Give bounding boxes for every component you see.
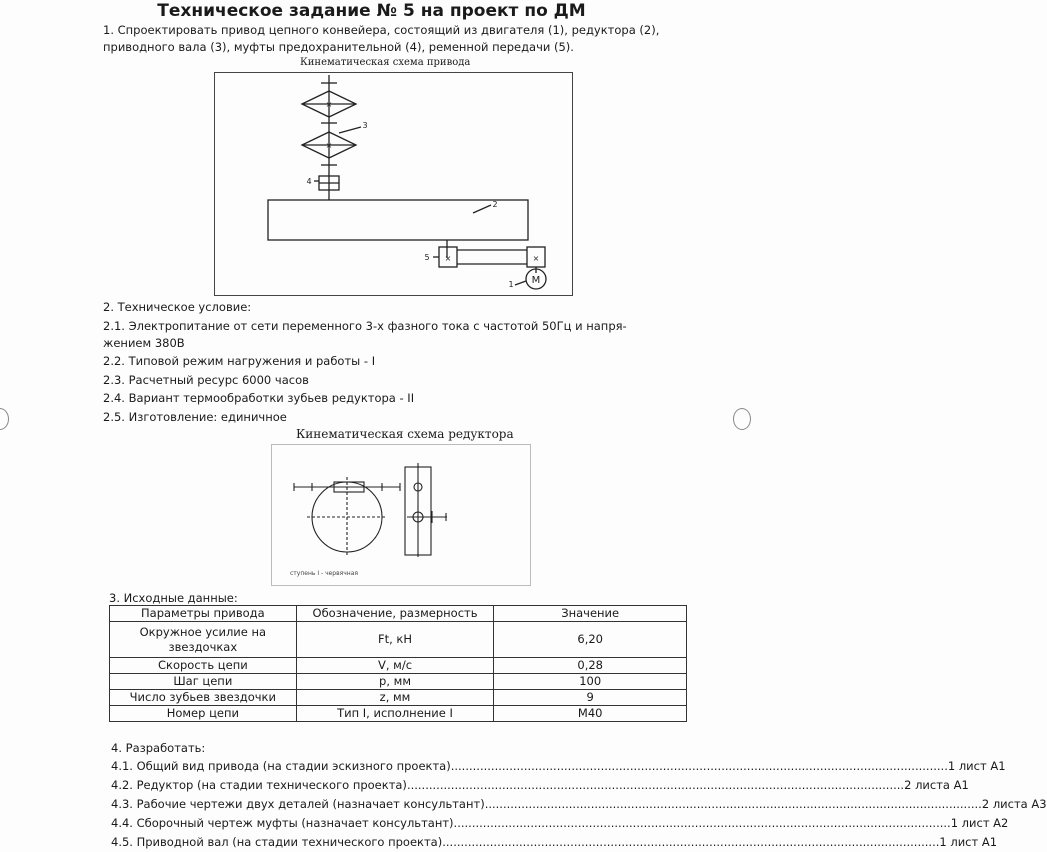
leader-dots: ........................................................................................................................................: [450, 759, 948, 773]
table-row: [110, 622, 687, 658]
punch-hole: [0, 408, 9, 430]
task-line-2: приводного вала (3), муфты предохранительной (4), ременной передачи (5).: [103, 40, 574, 54]
motor-symbol: M: [531, 275, 541, 286]
list-item: [111, 795, 1047, 814]
table-header-row: [110, 606, 687, 622]
table-row: [110, 690, 687, 706]
header-cell: Параметры привода: [110, 606, 297, 622]
condition-2-1b: жением 380В: [103, 336, 185, 350]
list-item: [111, 757, 1006, 776]
value-cell: М40: [494, 706, 687, 722]
item-text: 4.1. Общий вид привода (на стадии эскизного проекта): [111, 759, 451, 773]
param-text-b: звездочках: [168, 639, 238, 654]
label-1: 1: [508, 280, 514, 289]
item-text: 4.3. Рабочие чертежи двух деталей (назначает консультант): [111, 797, 485, 811]
develop-list: [111, 757, 1047, 852]
condition-2-2: 2.2. Типовой режим нагружения и работы - I: [103, 354, 376, 368]
param-text-a: Окружное усилие на: [139, 624, 267, 639]
x-mark: ×: [325, 100, 333, 109]
list-item: [111, 814, 1009, 833]
item-sheets: 1 лист А1: [939, 835, 998, 849]
condition-2-5: 2.5. Изготовление: единичное: [103, 410, 287, 424]
x-mark: ×: [444, 254, 452, 263]
task-line-1: 1. Спроектировать привод цепного конвейера, состоящий из двигателя (1), редуктора (2),: [103, 23, 660, 37]
condition-2-3: 2.3. Расчетный ресурс 6000 часов: [103, 373, 309, 387]
param-cell: Число зубьев звездочки: [110, 690, 297, 706]
punch-hole: [733, 408, 751, 430]
symbol-cell: Ft, кН: [296, 622, 494, 658]
develop-heading: 4. Разработать:: [111, 741, 206, 755]
reducer-scheme: [271, 444, 531, 586]
item-sheets: 1 лист А2: [950, 816, 1009, 830]
x-mark: ×: [532, 254, 540, 263]
item-text: 4.5. Приводной вал (на стадии технического проекта): [111, 835, 443, 849]
scheme1-caption: Кинематическая схема привода: [300, 57, 471, 68]
param-cell: Шаг цепи: [110, 674, 297, 690]
item-text: 4.4. Сборочный чертеж муфты (назначает консультант): [111, 816, 454, 830]
value-cell: 0,28: [494, 658, 687, 674]
symbol-cell: p, мм: [296, 674, 494, 690]
label-5: 5: [424, 253, 430, 262]
leader-dots: ........................................................................................................................................: [406, 778, 905, 792]
list-item: [111, 776, 969, 795]
scheme2-caption: Кинематическая схема редуктора: [296, 427, 514, 441]
condition-2-1a: 2.1. Электропитание от сети переменного 3-х фазного тока с частотой 50Гц и напря-: [103, 319, 627, 333]
leader-dots: ........................................................................................................................................: [453, 816, 951, 830]
header-cell: Обозначение, размерность: [296, 606, 494, 622]
value-cell: 6,20: [494, 622, 687, 658]
drive-scheme-drawing: [215, 73, 572, 295]
condition-2-4: 2.4. Вариант термообработки зубьев редуктора - II: [103, 391, 415, 405]
param-cell: [110, 622, 297, 658]
param-cell: Номер цепи: [110, 706, 297, 722]
symbol-cell: z, мм: [296, 690, 494, 706]
conditions-heading: 2. Техническое условие:: [103, 300, 252, 314]
table-row: [110, 706, 687, 722]
leader-dots: ........................................................................................................................................: [484, 797, 982, 811]
table-row: [110, 674, 687, 690]
x-mark: ×: [325, 141, 333, 150]
item-sheets: 1 лист А1: [947, 759, 1006, 773]
item-sheets: 2 листа А1: [904, 778, 969, 792]
page-title: Техническое задание № 5 на проект по ДМ: [157, 1, 586, 21]
label-4: 4: [306, 177, 312, 186]
item-sheets: 2 листа А3: [981, 797, 1047, 811]
table-row: [110, 658, 687, 674]
param-cell: Скорость цепи: [110, 658, 297, 674]
symbol-cell: V, м/с: [296, 658, 494, 674]
value-cell: 100: [494, 674, 687, 690]
item-text: 4.2. Редуктор (на стадии технического проекта): [111, 778, 407, 792]
list-item: [111, 833, 998, 852]
leader-dots: ........................................................................................................................................: [442, 835, 940, 849]
reducer-scheme-drawing: [272, 445, 530, 585]
header-cell: Значение: [494, 606, 687, 622]
symbol-cell: Тип I, исполнение I: [296, 706, 494, 722]
drive-scheme: [214, 72, 573, 296]
parameters-table: [109, 605, 687, 722]
input-heading: 3. Исходные данные:: [109, 591, 238, 605]
label-3: 3: [362, 121, 368, 130]
value-cell: 9: [494, 690, 687, 706]
scheme2-subcaption: ступень I - червячная: [290, 570, 359, 577]
label-2: 2: [492, 200, 498, 209]
